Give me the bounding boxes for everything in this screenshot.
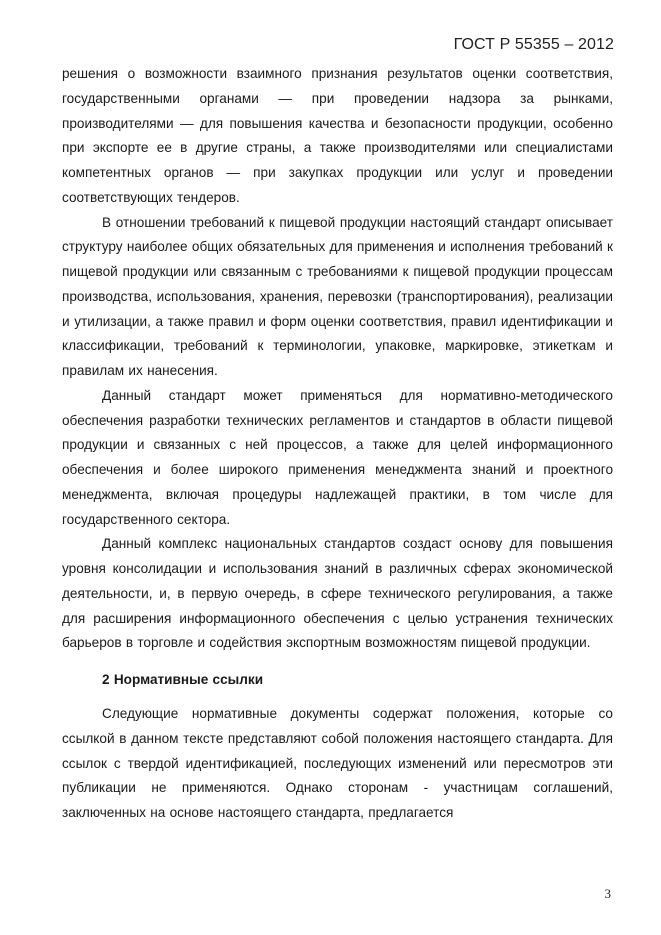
paragraph-food-requirements: В отношении требований к пищевой продукции настоящий стандарт описывает структуру наиболее общих обязательных для применения и исполнения требований к пищевой продукции или связанным с требованиями к пищевой продукции процессам производства, использования, хранения, перевозки (транспортирования), реализации и утилизации, а также правил и форм оценки соответствия, правил идентификации и классификации, требований к терминологии, упаковке, маркировке, этикеткам и правилам их нанесения. [62,214,613,378]
page-number: 3 [604,886,611,901]
paragraph-normative-references: Следующие нормативные документы содержат положения, которые со ссылкой в данном тексте представляют собой положения настоящего стандарта. Для ссылок с твердой идентификацией, последующих изменений или пересмотров эти публикации не применяются. Однако сторонам - участницам соглашений, заключенных на основе настоящего стандарта, предлагается [62,706,613,820]
section-heading-normative-references: 2 Нормативные ссылки [102,672,264,687]
paragraph-standards-complex: Данный комплекс национальных стандартов создаст основу для повышения уровня консолидации и использования знаний в различных сферах экономической деятельности, и, в первую очередь, в сфере технического регулирования, а также для расширения информационного обеспечения с целью устранения технических барьеров в торговле и содействия экспортным возможностям пищевой продукции. [62,536,613,651]
body-text [62,62,613,826]
paragraph-standard-application: Данный стандарт может применяться для нормативно-методического обеспечения разработки технических регламентов и стандартов в области пищевой продукции и связанных с ней процессов, а также для целей информационного обеспечения и более широкого применения менеджмента знаний и проектного менеджмента, включая процедуры надлежащей практики, в том числе для государственного сектора. [62,387,613,527]
standard-identifier: ГОСТ Р 55355 – 2012 [453,36,614,53]
paragraph-continuation: решения о возможности взаимного признания результатов оценки соответствия, государственными органами — при проведении надзора за рынками, производителями — для повышения качества и безопасности продукции, особенно при экспорте ее в другие страны, а также производителями или специалистами компетентных органов — при закупках продукции или услуг и проведении соответствующих тендеров. [62,66,613,205]
